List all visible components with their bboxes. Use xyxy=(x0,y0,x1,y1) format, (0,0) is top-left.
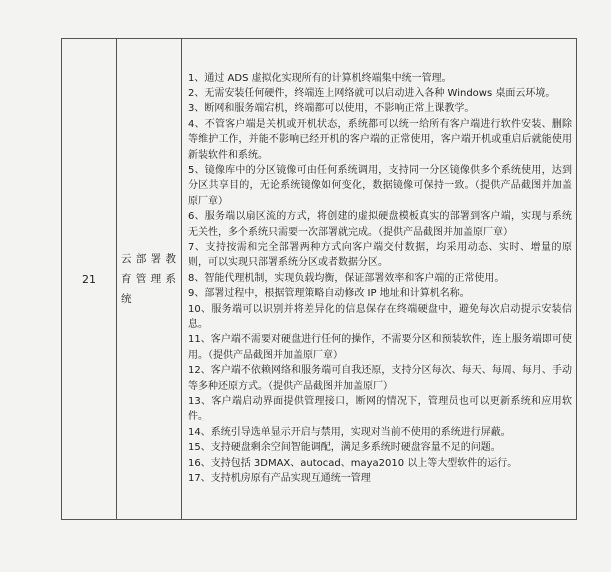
spec-item: 7、支持按需和完全部署两种方式向客户端交付数据，均采用动态、实时、增量的原则，可以实现只部署系统分区或者数据分区。 xyxy=(188,241,572,269)
spec-item: 1、通过 ADS 虚拟化实现所有的计算机终端集中统一管理。 xyxy=(188,72,452,84)
spec-item: 11、客户端不需要对硬盘进行任何的操作，不需要分区和预装软件，连上服务端即可使用。（提供产品截图并加盖原厂章） xyxy=(188,334,572,361)
spec-item: 2、无需安装任何硬件，终端连上网络就可以启动进入各种 Windows 桌面云环境。 xyxy=(188,87,556,99)
spec-item: 8、智能代理机制，实现负载均衡，保证部署效率和客户端的正常使用。 xyxy=(188,272,505,284)
item-number-cell: 21 xyxy=(62,39,117,520)
spec-item: 14、系统引导选单显示开启与禁用，实现对当前不使用的系统进行屏蔽。 xyxy=(188,426,511,438)
spec-item: 16、支持包括 3DMAX、autocad、maya2010 以上等大型软件的运行。 xyxy=(188,457,518,469)
spec-item: 6、服务端以扇区流的方式，将创建的虚拟硬盘模板真实的部署到客户端，实现与系统无关性，多个系统只需要一次部署就完成。（提供产品截图并加盖原厂章） xyxy=(188,211,572,238)
spec-item: 17、支持机房原有产品实现互通统一管理 xyxy=(188,473,371,485)
spec-item: 4、不管客户端是关机或开机状态，系统都可以统一给所有客户端进行软件安装、删除等维护工作，并能不影响已经开机的客户端的正常使用，客户端开机或重启后就能使用新装软件和系统。 xyxy=(188,118,572,161)
spec-item: 10、服务端可以识别并将差异化的信息保存在终端硬盘中，避免每次启动提示安装信息。 xyxy=(188,303,572,331)
table-row xyxy=(62,39,577,520)
spec-item: 3、断网和服务端宕机，终端都可以使用，不影响正常上课教学。 xyxy=(188,103,475,115)
spec-list-cell xyxy=(182,39,577,520)
spec-item: 15、支持硬盘剩余空间智能调配，满足多系统时硬盘容量不足的问题。 xyxy=(188,442,501,454)
spec-item: 13、客户端启动界面提供管理接口，断网的情况下，管理员也可以更新系统和应用软件。 xyxy=(188,396,572,423)
spec-item: 9、部署过程中，根据管理策略自动修改 IP 地址和计算机名称。 xyxy=(188,288,470,300)
spec-item: 12、客户端不依赖网络和服务端可自我还原，支持分区每次、每天、每周、每月、手动等多种还原方式。（提供产品截图并加盖原厂） xyxy=(188,365,572,392)
item-name-cell: 云部署教育管理系统 xyxy=(117,39,182,520)
spec-item: 5、镜像库中的分区镜像可由任何系统调用，支持同一分区镜像供多个系统使用，达到分区共享目的，无论系统镜像如何变化，数据镜像可保持一致。（提供产品截图并加盖原厂章） xyxy=(188,164,572,207)
spec-table xyxy=(61,38,577,520)
